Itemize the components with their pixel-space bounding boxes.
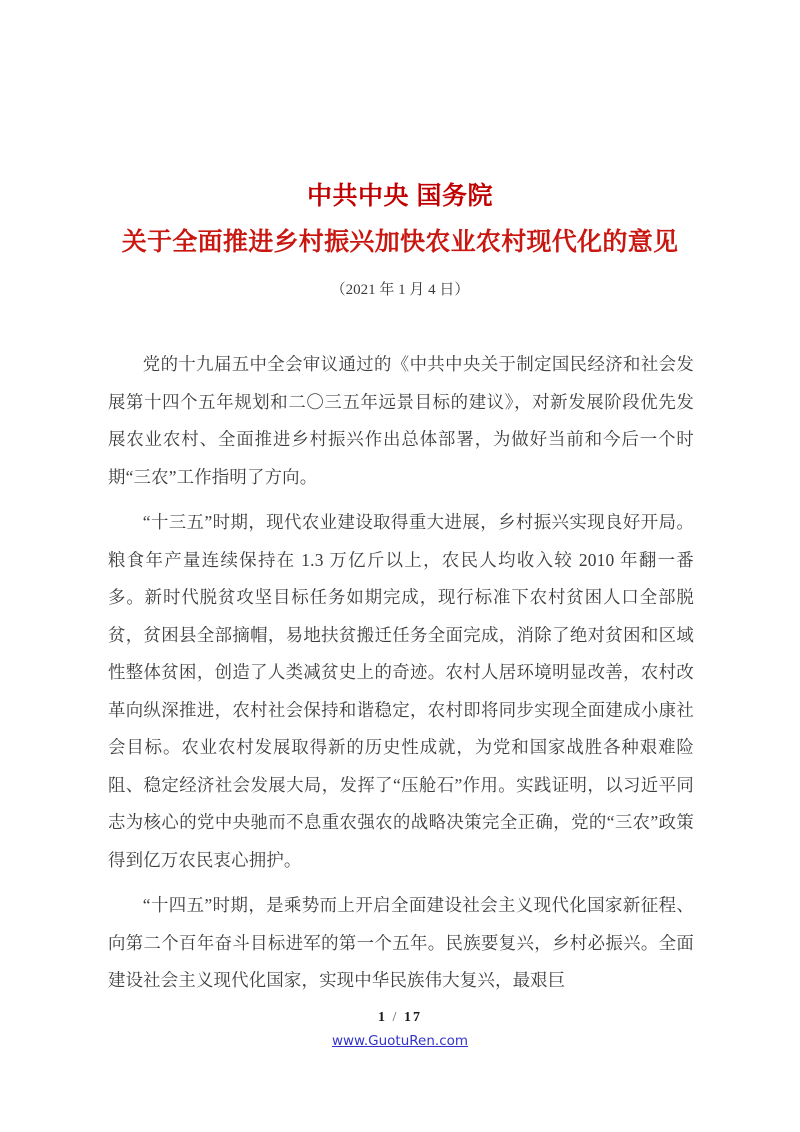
paragraph: 党的十九届五中全会审议通过的《中共中央关于制定国民经济和社会发展第十四个五年规划和二〇三五年远景目标的建议》，对新发展阶段优先发展农业农村、全面推进乡村振兴作出总体部署，为做好当前和今后一个时期“三农”工作指明了方向。 [108, 354, 694, 487]
document-title-block [0, 178, 800, 302]
total-page-count: 17 [403, 1010, 422, 1025]
paragraph: “十三五”时期，现代农业建设取得重大进展，乡村振兴实现良好开局。粮食年产量连续保持在 1.3 万亿斤以上，农民人均收入较 2010 年翻一番多。新时代脱贫攻坚目标任务如期完成，现行标准下农村贫困人口全部脱贫，贫困县全部摘帽，易地扶贫搬迁任务全面完成，消除了绝对贫困和区域性整体贫困，创造了人类减贫史上的奇迹。农村人居环境明显改善，农村改革向纵深推进，农村社会保持和谐稳定，农村即将同步实现全面建成小康社会目标。农业农村发展取得新的历史性成就，为党和国家战胜各种艰难险阻、稳定经济社会发展大局，发挥了“压舱石”作用。实践证明，以习近平同志为核心的党中央驰而不息重农强农的战略决策完全正确，党的“三农”政策得到亿万农民衷心拥护。 [108, 512, 694, 870]
page-number-indicator [0, 1008, 800, 1028]
current-page-number: 1 [378, 1010, 388, 1025]
page-number-separator: / [392, 1010, 399, 1025]
document-body [108, 346, 694, 1008]
document-title-line-2: 关于全面推进乡村振兴加快农业农村现代化的意见 [121, 228, 679, 256]
document-title-line-1: 中共中央 国务院 [307, 182, 493, 210]
site-url-link[interactable]: www.GuotuRen.com [331, 1033, 469, 1049]
paragraph: “十四五”时期，是乘势而上开启全面建设社会主义现代化国家新征程、向第二个百年奋斗目标进军的第一个五年。民族要复兴，乡村必振兴。全面建设社会主义现代化国家，实现中华民族伟大复兴，最艰巨 [108, 895, 694, 990]
document-date: （2021 年 1 月 4 日） [330, 282, 470, 298]
page-footer [0, 1008, 800, 1051]
